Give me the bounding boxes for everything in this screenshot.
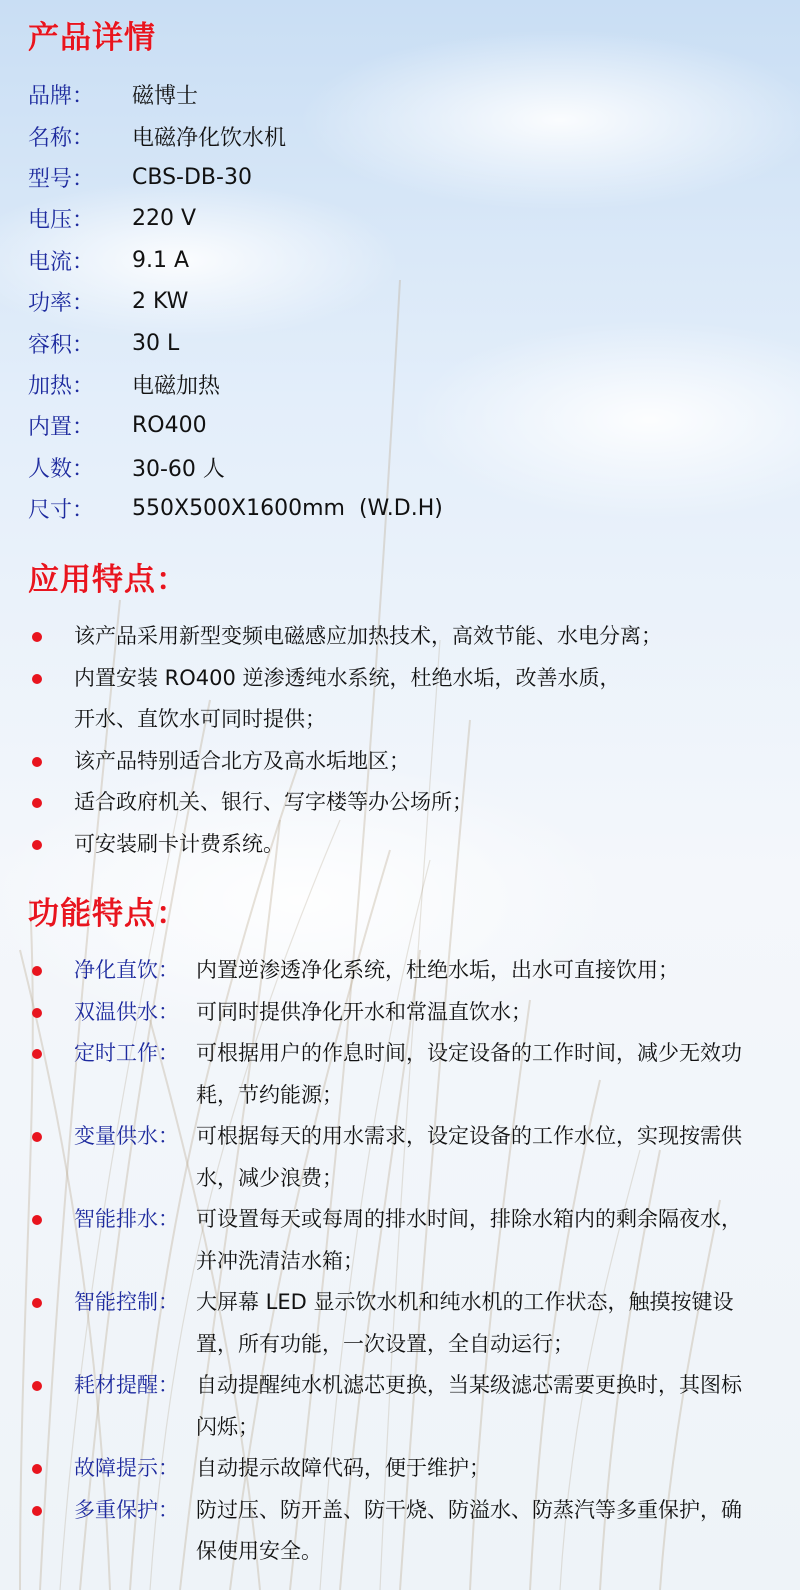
application-text: 可安装刷卡计费系统。 [74, 831, 284, 856]
spec-row-people [28, 447, 443, 488]
spec-label: 尺寸： [28, 498, 95, 524]
bullet-dot-icon [32, 1008, 42, 1018]
feature-name: 多重保护： [74, 1497, 179, 1522]
spec-value: 220 V [132, 206, 197, 232]
list-item [28, 950, 756, 992]
feature-name: 智能排水： [74, 1207, 179, 1231]
feature-description: 内置逆渗透净化系统，杜绝水垢，出水可直接饮用； [196, 958, 679, 982]
spec-label: 电压： [28, 208, 95, 234]
spec-label: 加热： [28, 373, 95, 399]
list-item [28, 616, 662, 658]
spec-row-name [28, 115, 443, 156]
bullet-dot-icon [32, 1298, 42, 1308]
application-text: 适合政府机关、银行、写字楼等办公场所； [74, 790, 473, 814]
bullet-dot-icon [32, 1132, 42, 1142]
bullet-dot-icon [32, 798, 42, 808]
application-text-continued: 开水、直饮水可同时提供； [74, 707, 326, 731]
bullet-dot-icon [32, 1464, 42, 1474]
functions-list [28, 950, 756, 1573]
application-text: 该产品采用新型变频电磁感应加热技术，高效节能、水电分离； [74, 624, 662, 648]
spec-label: 型号： [28, 166, 95, 192]
spec-label: 功率： [28, 291, 95, 317]
applications-list [28, 616, 662, 865]
spec-value: 电磁加热 [132, 373, 221, 399]
feature-description: 自动提示故障代码，便于维护； [196, 1456, 490, 1480]
list-item [28, 1282, 756, 1365]
feature-name: 双温供水： [74, 999, 179, 1024]
product-details-title: 产品详情 [28, 20, 156, 56]
spec-value: 磁博士 [132, 84, 199, 110]
spec-value: RO400 [132, 413, 207, 439]
bullet-dot-icon [32, 1506, 42, 1516]
feature-description: 大屏幕 LED 显示饮水机和纯水机的工作状态，触摸按键设置，所有功能，一次设置，全自动运行； [196, 1290, 734, 1356]
functions-title: 功能特点： [28, 896, 188, 932]
bullet-dot-icon [32, 1381, 42, 1391]
spec-label: 名称： [28, 125, 95, 151]
spec-row-voltage [28, 198, 443, 239]
list-item [28, 1033, 756, 1116]
bullet-dot-icon [32, 1049, 42, 1059]
spec-row-model [28, 157, 443, 198]
spec-value: 550X500X1600mm (W.D.H) [132, 496, 443, 522]
feature-name: 净化直饮： [74, 958, 179, 982]
list-item [28, 1490, 756, 1573]
bullet-dot-icon [32, 1215, 42, 1225]
spec-value: 电磁净化饮水机 [132, 125, 287, 151]
feature-name: 变量供水： [74, 1124, 179, 1148]
list-item [28, 824, 662, 866]
list-item [28, 741, 662, 783]
spec-row-brand [28, 74, 443, 115]
feature-description: 自动提醒纯水机滤芯更换，当某级滤芯需要更换时，其图标闪烁； [196, 1373, 742, 1439]
spec-row-power [28, 281, 443, 322]
spec-value: 30 L [132, 330, 180, 356]
feature-description: 可根据每天的用水需求，设定设备的工作水位，实现按需供水，减少浪费； [196, 1124, 742, 1190]
list-item [28, 1365, 756, 1448]
bullet-dot-icon [32, 674, 42, 684]
spec-value: CBS-DB-30 [132, 164, 252, 190]
spec-value: 2 KW [132, 289, 189, 315]
bullet-dot-icon [32, 632, 42, 642]
spec-label: 内置： [28, 415, 95, 441]
application-text: 该产品特别适合北方及高水垢地区； [74, 748, 410, 773]
spec-label: 人数： [28, 456, 95, 482]
bullet-dot-icon [32, 840, 42, 850]
spec-label: 容积： [28, 332, 95, 358]
feature-name: 智能控制： [74, 1290, 179, 1314]
application-text: 内置安装 RO400 逆渗透纯水系统，杜绝水垢，改善水质， [74, 665, 621, 690]
list-item [28, 1448, 756, 1490]
spec-value: 9.1 A [132, 247, 190, 273]
list-item [28, 992, 756, 1034]
feature-name: 定时工作： [74, 1041, 179, 1065]
list-item [28, 1199, 756, 1282]
feature-description: 可同时提供净化开水和常温直饮水； [196, 999, 532, 1024]
applications-title: 应用特点： [28, 562, 188, 598]
spec-label: 品牌： [28, 84, 95, 110]
bullet-dot-icon [32, 757, 42, 767]
list-item [28, 1116, 756, 1199]
feature-description: 可设置每天或每周的排水时间，排除水箱内的剩余隔夜水，并冲洗清洁水箱； [196, 1207, 742, 1273]
spec-list [28, 74, 443, 529]
spec-row-capacity [28, 322, 443, 363]
feature-name: 耗材提醒： [74, 1373, 179, 1397]
bullet-dot-icon [32, 966, 42, 976]
spec-row-heating [28, 364, 443, 405]
list-item [28, 658, 662, 741]
spec-value: 30-60 人 [132, 456, 225, 482]
feature-description: 防过压、防开盖、防干烧、防溢水、防蒸汽等多重保护，确保使用安全。 [196, 1497, 742, 1563]
feature-name: 故障提示： [74, 1456, 179, 1480]
spec-row-builtin [28, 405, 443, 446]
spec-label: 电流： [28, 249, 95, 275]
list-item [28, 782, 662, 824]
spec-row-size [28, 488, 443, 529]
spec-row-current [28, 240, 443, 281]
feature-description: 可根据用户的作息时间，设定设备的工作时间，减少无效功耗，节约能源； [196, 1041, 742, 1107]
